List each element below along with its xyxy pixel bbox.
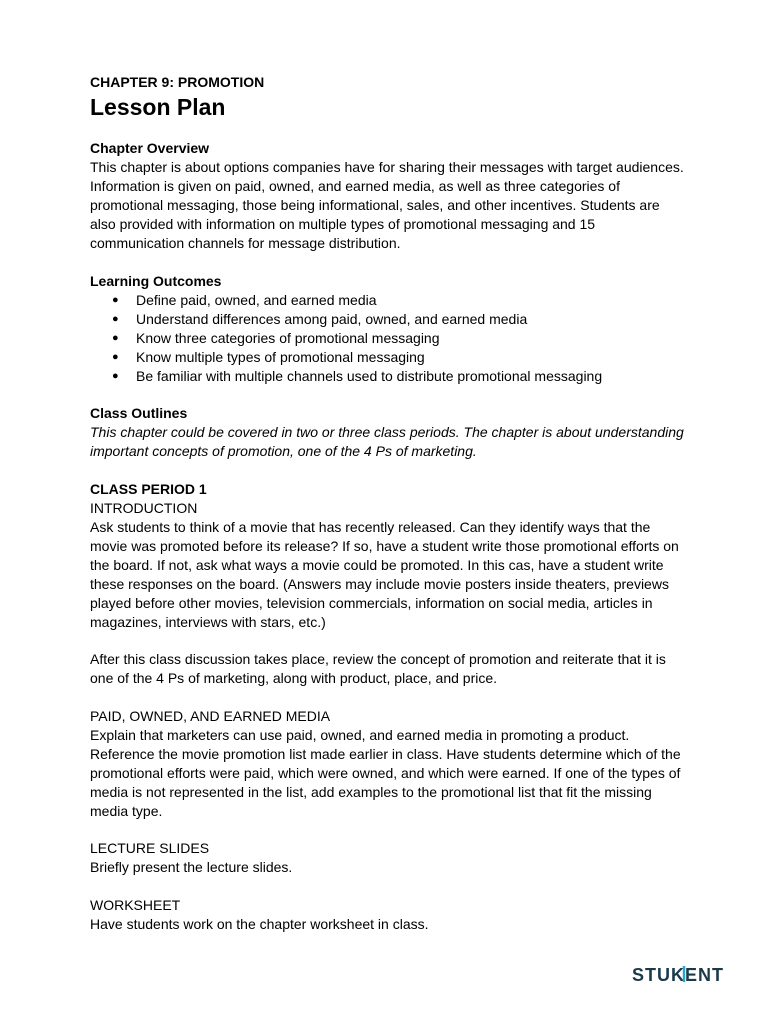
discussion-line: one of the 4 Ps of marketing, along with product, place, and price.	[90, 670, 498, 686]
outlines-text	[90, 423, 690, 461]
media-line: media type.	[90, 802, 163, 819]
media-line: Reference the movie promotion list made earlier in class. Have students determine which of the	[90, 745, 681, 762]
outlines-heading: Class Outlines	[90, 405, 188, 421]
overview-line: communication channels for message distribution.	[90, 235, 401, 251]
overview-heading: Chapter Overview	[90, 140, 210, 156]
page-title: Lesson Plan	[90, 94, 226, 120]
discussion-line: After this class discussion takes place, review the concept of promotion and reiterate that it is	[90, 651, 666, 667]
discussion-text	[90, 650, 690, 688]
chapter-label: CHAPTER 9: PROMOTION	[90, 74, 265, 90]
stukent-logo-icon	[632, 961, 724, 987]
lecture-slides-text: Briefly present the lecture slides.	[90, 859, 293, 875]
media-heading: PAID, OWNED, AND EARNED MEDIA	[90, 707, 331, 724]
introduction-text	[90, 518, 690, 632]
intro-line: these responses on the board. (Answers may include movie posters inside theaters, previews	[90, 575, 669, 592]
outcomes-heading: Learning Outcomes	[90, 272, 222, 289]
media-line: Explain that marketers can use paid, owned, and earned media in promoting a product.	[90, 726, 630, 743]
outcome-text: Define paid, owned, and earned media	[136, 291, 377, 308]
overview-line: also provided with information on multiple types of promotional messaging and 15	[90, 216, 596, 232]
overview-line: promotional messaging, those being informational, sales, and other incentives. Students are	[90, 197, 660, 213]
bullet-icon: ●	[112, 293, 119, 306]
intro-line: Ask students to think of a movie that has recently released. Can they identify ways that the	[90, 518, 651, 535]
worksheet-heading: WORKSHEET	[90, 896, 181, 913]
list-item	[90, 329, 690, 348]
overview-line: This chapter is about options companies have for sharing their messages with target audiences.	[90, 159, 684, 175]
intro-line: movie was promoted before its release? If so, have a student write those promotional efforts on	[90, 537, 679, 554]
media-line: media is not represented in the list, add examples to the promotional list that fit the missing	[90, 783, 652, 800]
class-period-heading: CLASS PERIOD 1	[90, 480, 207, 497]
worksheet-text: Have students work on the chapter worksheet in class.	[90, 915, 429, 932]
list-item	[90, 291, 690, 310]
lesson-plan-page	[90, 73, 690, 934]
list-item	[90, 348, 690, 367]
intro-line: played before other movies, television commercials, information on social media, articles in	[90, 594, 653, 611]
overview-text	[90, 158, 690, 253]
outlines-line: important concepts of promotion, one of the 4 Ps of marketing.	[90, 443, 477, 459]
stukent-logo	[632, 961, 724, 987]
outcomes-list	[90, 291, 690, 386]
bullet-icon: ●	[112, 350, 119, 363]
media-line: promotional efforts were paid, which were owned, and which were earned. If one of the types of	[90, 764, 681, 781]
list-item	[90, 310, 690, 329]
outlines-line: This chapter could be covered in two or three class periods. The chapter is about understanding	[90, 424, 684, 440]
lecture-slides-heading: LECTURE SLIDES	[90, 840, 210, 856]
logo-wordmark: STUKENT	[632, 965, 724, 985]
outcome-text: Understand differences among paid, owned, and earned media	[136, 310, 528, 327]
intro-line: the board. If not, ask what ways a movie could be promoted. In this cas, have a student write	[90, 556, 664, 573]
media-text	[90, 726, 690, 821]
outcome-text: Know multiple types of promotional messaging	[136, 348, 425, 365]
bullet-icon: ●	[112, 369, 119, 382]
list-item	[90, 367, 690, 386]
overview-line: Information is given on paid, owned, and earned media, as well as three categories of	[90, 178, 620, 194]
bullet-icon: ●	[112, 312, 119, 325]
bullet-icon: ●	[112, 331, 119, 344]
introduction-heading: INTRODUCTION	[90, 499, 198, 516]
outcome-text: Know three categories of promotional messaging	[136, 329, 440, 346]
intro-line: magazines, interviews with stars, etc.)	[90, 613, 326, 630]
outcome-text: Be familiar with multiple channels used to distribute promotional messaging	[136, 367, 603, 384]
